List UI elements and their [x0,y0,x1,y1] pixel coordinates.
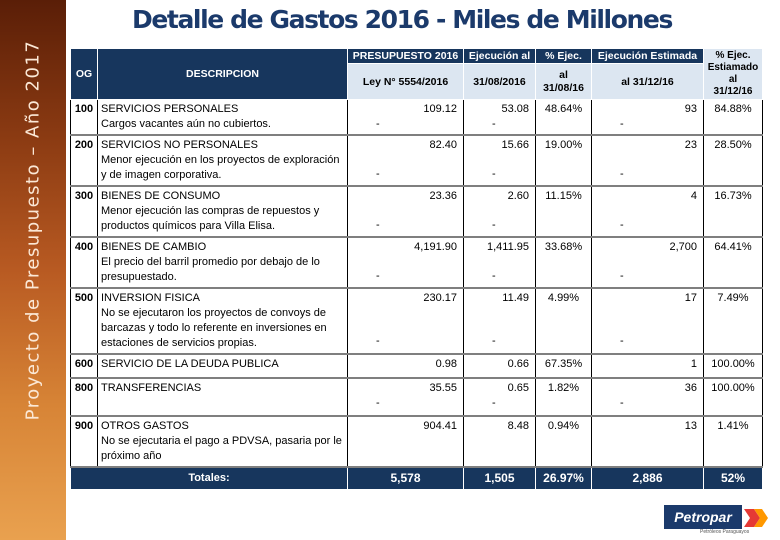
estimada-value [592,186,704,237]
dash: - [620,335,624,347]
presupuesto-text: 109.12 [423,103,457,115]
presupuesto-value: 0.98 [348,354,464,378]
row-note: No se ejecutaron los proyectos de convoys de barcazas y todo lo referente en inversiones en estaciones de servicios propias. [101,307,327,349]
presupuesto-value [348,237,464,288]
sidebar [0,0,66,540]
row-name: INVERSION FISICA [101,292,201,304]
estimada-value [592,237,704,288]
row-name: SERVICIOS PERSONALES [101,103,239,115]
header-estimada-sub: al 31/12/16 [592,64,704,100]
estimada-text: 36 [684,382,697,394]
header-presupuesto: PRESUPUESTO 2016 [348,49,464,64]
table-row [71,100,763,136]
ejecucion-text: 1,411.95 [486,241,529,253]
row-description [98,378,348,416]
header-pct-est-line4: 31/12/16 [713,86,753,97]
ejecucion-text: 2.60 [507,190,529,202]
presupuesto-value [348,378,464,416]
pct-ejec-value: 4.99% [536,288,592,354]
header-descripcion [98,49,348,100]
header-pct-est-line1: % Ejec. [715,50,751,61]
dash: - [620,219,624,231]
dash: - [492,168,496,180]
table-row [71,135,763,186]
ejecucion-text: 53.08 [501,103,529,115]
presupuesto-value [348,100,464,136]
row-note: Menor ejecución en los proyectos de exploración y de imagen corporativa. [101,154,340,181]
header-pct-est-line3: al [728,74,738,85]
row-name: BIENES DE CONSUMO [101,190,221,202]
table-row [71,237,763,288]
pct-est-value: 100.00% [704,354,763,378]
og-code: 600 [71,354,98,378]
totals-presupuesto: 5,578 [348,467,464,489]
totals-row [71,467,763,489]
estimada-value [592,378,704,416]
dash: - [492,118,496,130]
pct-est-value: 84.88% [704,100,763,136]
header-pct-ejec-sub2: 31/08/16 [543,81,584,94]
dash: - [492,397,496,409]
totals-pct: 26.97% [536,467,592,489]
header-og [71,49,98,100]
row-description [98,237,348,288]
totals-ejecucion: 1,505 [464,467,536,489]
og-code: 900 [71,416,98,467]
ejecucion-text: 0.65 [507,382,529,394]
row-name: SERVICIOS NO PERSONALES [101,139,258,151]
presupuesto-text: 230.17 [423,292,457,304]
dash: - [492,270,496,282]
presupuesto-text: 82.40 [429,139,457,151]
estimada-value: 1 [592,354,704,378]
table-row [71,288,763,354]
ejecucion-value: 8.48 [464,416,536,467]
pct-est-value: 16.73% [704,186,763,237]
ejecucion-value [464,378,536,416]
dash: - [376,270,380,282]
pct-ejec-value: 67.35% [536,354,592,378]
header-pct-ejec-sub1: al [559,68,568,81]
estimada-text: 23 [684,139,697,151]
presupuesto-text: 4,191.90 [414,241,457,253]
og-code: 200 [71,135,98,186]
totals-label: Totales: [71,467,348,489]
ejecucion-value [464,237,536,288]
presupuesto-value [348,186,464,237]
ejecucion-text: 15.66 [501,139,529,151]
row-name: SERVICIO DE LA DEUDA PUBLICA [101,358,279,370]
og-code: 500 [71,288,98,354]
pct-est-value: 1.41% [704,416,763,467]
pct-ejec-value: 0.94% [536,416,592,467]
estimada-value [592,135,704,186]
dash: - [376,335,380,347]
logo-wordmark: Petropar [664,505,742,529]
ejecucion-value [464,100,536,136]
dash: - [492,335,496,347]
header-og-label: OG [75,68,93,80]
dash: - [376,168,380,180]
expense-table [70,48,763,490]
header-ejecucion-sub: 31/08/2016 [464,64,536,100]
pct-ejec-value: 48.64% [536,100,592,136]
row-name: TRANSFERENCIAS [101,382,202,394]
pct-est-value: 100.00% [704,378,763,416]
estimada-text: 2,700 [669,241,697,253]
header-presupuesto-sub: Ley N° 5554/2016 [348,64,464,100]
estimada-text: 17 [684,292,697,304]
pct-est-value: 7.49% [704,288,763,354]
presupuesto-value: 904.41 [348,416,464,467]
ejecucion-value [464,288,536,354]
row-description [98,416,348,467]
table-row [71,354,763,378]
presupuesto-value [348,135,464,186]
og-code: 100 [71,100,98,136]
row-note: Cargos vacantes aún no cubiertos. [101,118,271,130]
pct-est-value: 64.41% [704,237,763,288]
petropar-logo [664,505,774,535]
row-name: BIENES DE CAMBIO [101,241,207,253]
og-code: 300 [71,186,98,237]
dash: - [376,397,380,409]
ejecucion-value [464,186,536,237]
row-description [98,135,348,186]
row-note: Menor ejecución las compras de repuestos y productos químicos para Villa Elisa. [101,205,320,232]
pct-ejec-value: 1.82% [536,378,592,416]
dash: - [492,219,496,231]
logo-subtitle: Petróleos Paraguayos [700,529,750,535]
row-note: No se ejecutaria el pago a PDVSA, pasaria por le próximo año [101,435,342,462]
dash: - [376,219,380,231]
og-code: 800 [71,378,98,416]
header-descripcion-label: DESCRIPCION [186,68,259,80]
row-description [98,100,348,136]
dash: - [620,118,624,130]
row-note: El precio del barril promedio por debajo de lo presupuestado. [101,256,320,283]
estimada-text: 93 [684,103,697,115]
table-row [71,378,763,416]
pct-ejec-value: 11.15% [536,186,592,237]
table-row [71,186,763,237]
estimada-text: 4 [690,190,697,202]
header-ejecucion: Ejecución al [464,49,536,64]
ejecucion-text: 11.49 [502,292,529,304]
estimada-value [592,288,704,354]
pct-ejec-value: 33.68% [536,237,592,288]
ejecucion-value [464,135,536,186]
header-row-top [71,49,763,64]
dash: - [620,397,624,409]
og-code: 400 [71,237,98,288]
presupuesto-value [348,288,464,354]
presupuesto-text: 35.55 [429,382,457,394]
dash: - [620,168,624,180]
table-row [71,416,763,467]
row-description [98,288,348,354]
pct-ejec-value: 19.00% [536,135,592,186]
row-name: OTROS GASTOS [101,420,189,432]
estimada-value: 13 [592,416,704,467]
header-pct-ejec-sub [536,64,592,100]
totals-estimada: 2,886 [592,467,704,489]
presupuesto-text: 23.36 [429,190,457,202]
header-pct-estimado [704,49,763,100]
sidebar-title: Proyecto de Presupuesto – Año 2017 [22,39,44,421]
estimada-value [592,100,704,136]
totals-pct-est: 52% [704,467,763,489]
dash: - [376,118,380,130]
row-description [98,186,348,237]
pct-est-value: 28.50% [704,135,763,186]
dash: - [620,270,624,282]
header-pct-est-line2: Estiamado [707,62,759,73]
ejecucion-value: 0.66 [464,354,536,378]
header-pct-ejec: % Ejec. [536,49,592,64]
header-estimada: Ejecución Estimada [592,49,704,64]
page-title: Detalle de Gastos 2016 - Miles de Millones [132,5,672,34]
logo-stripes-icon [744,507,772,529]
row-description [98,354,348,378]
